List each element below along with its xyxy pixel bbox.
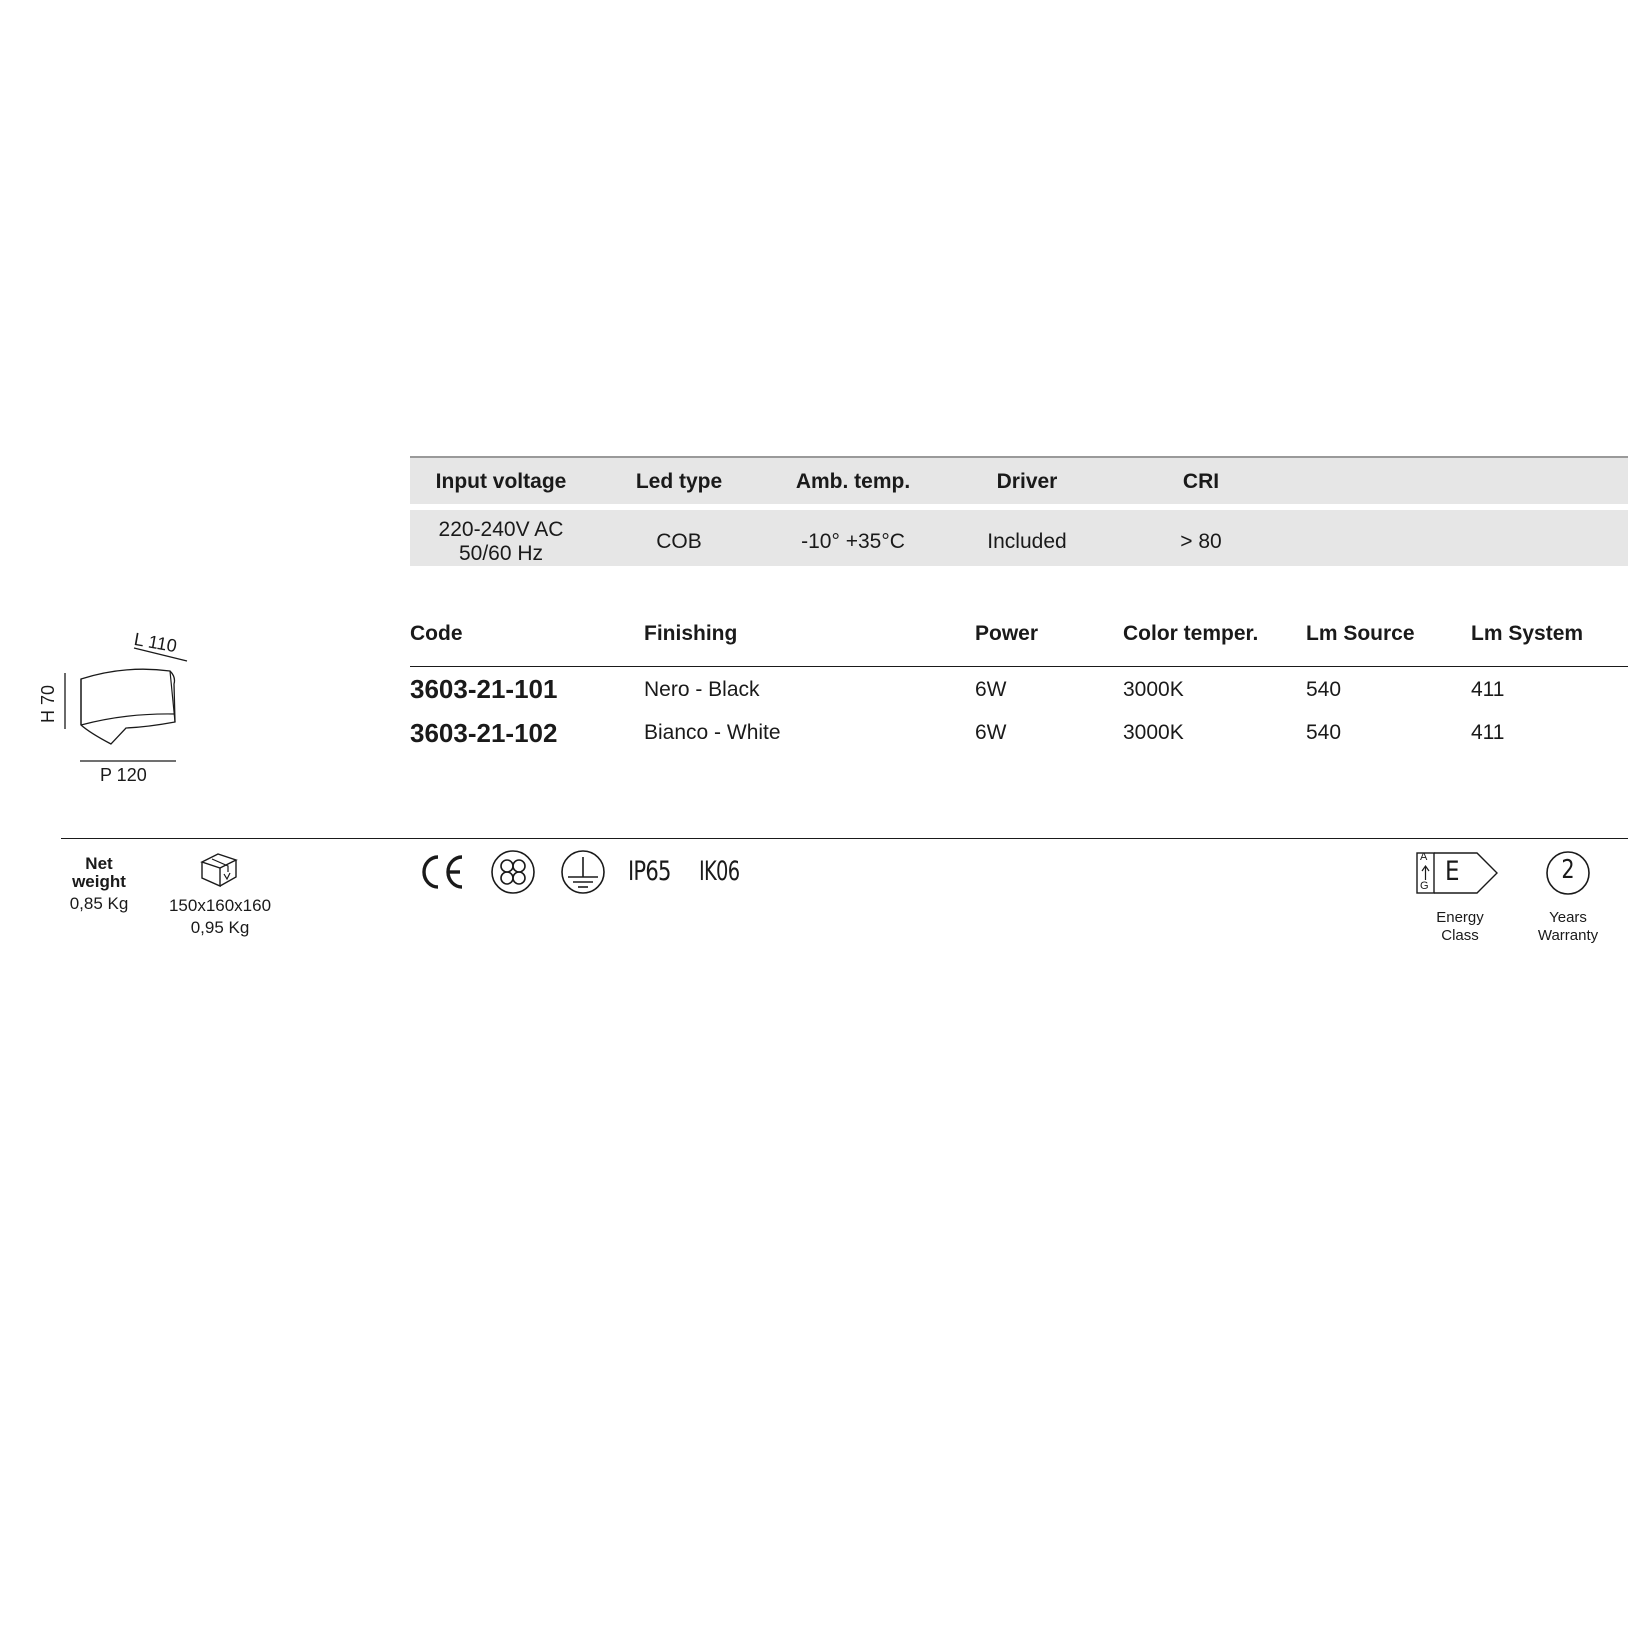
spec-value-voltage-line2: 50/60 Hz bbox=[458, 542, 544, 565]
spec-header-input-voltage: Input voltage bbox=[435, 470, 567, 493]
spec-value-cri: > 80 bbox=[1180, 530, 1222, 553]
energy-scale-top: A bbox=[1420, 851, 1428, 863]
ce-mark-icon bbox=[420, 852, 468, 892]
energy-label-line1: Energy bbox=[1436, 909, 1484, 926]
energy-scale-bottom: G bbox=[1420, 880, 1429, 892]
product-header-lm-source: Lm Source bbox=[1306, 622, 1415, 645]
warranty-label-line2: Warranty bbox=[1537, 927, 1599, 944]
product-finishing: Nero - Black bbox=[644, 678, 760, 701]
product-code: 3603-21-102 bbox=[410, 718, 558, 748]
product-header-color-temp: Color temper. bbox=[1123, 622, 1259, 645]
ip-rating-label: IP65 bbox=[628, 856, 671, 887]
net-weight-label-line1: Net bbox=[85, 854, 113, 873]
dimension-depth-label: P 120 bbox=[100, 765, 147, 785]
product-power: 6W bbox=[975, 678, 1007, 701]
warranty-caption bbox=[1518, 909, 1618, 945]
ik-rating-label: IK06 bbox=[699, 856, 740, 887]
package-size: 150x160x160 bbox=[168, 896, 272, 915]
footer-rule bbox=[61, 838, 1628, 839]
product-header-lm-system: Lm System bbox=[1471, 622, 1584, 645]
product-lm-source: 540 bbox=[1306, 721, 1342, 744]
class-ii-icon bbox=[490, 849, 536, 895]
warranty-years-value: 2 bbox=[1561, 855, 1575, 885]
energy-class-caption bbox=[1410, 909, 1510, 945]
dimension-length-label: L 110 bbox=[132, 629, 179, 657]
warranty-label-line1: Years bbox=[1549, 909, 1587, 926]
spec-value-amb-temp: -10° +35°C bbox=[801, 530, 905, 553]
product-color-temp: 3000K bbox=[1123, 678, 1184, 701]
net-weight-label-line2: weight bbox=[72, 872, 126, 891]
spec-header-row bbox=[410, 458, 1628, 504]
spec-value-input-voltage bbox=[411, 518, 591, 566]
spec-value-led-type: COB bbox=[656, 530, 702, 553]
package-weight: 0,95 Kg bbox=[190, 918, 250, 937]
product-header-power: Power bbox=[975, 622, 1039, 645]
spec-value-voltage-line1: 220-240V AC bbox=[438, 518, 564, 541]
product-lm-source: 540 bbox=[1306, 678, 1342, 701]
net-weight-value: 0,85 Kg bbox=[69, 894, 129, 913]
dimension-height-label: H 70 bbox=[38, 684, 58, 723]
product-header-rule bbox=[410, 666, 1628, 667]
spec-header-driver: Driver bbox=[996, 470, 1058, 493]
product-color-temp: 3000K bbox=[1123, 721, 1184, 744]
product-code: 3603-21-101 bbox=[410, 674, 558, 704]
spec-header-amb-temp: Amb. temp. bbox=[795, 470, 911, 493]
spec-header-led-type: Led type bbox=[635, 470, 723, 493]
product-power: 6W bbox=[975, 721, 1007, 744]
spec-value-driver: Included bbox=[987, 530, 1067, 553]
product-lm-system: 411 bbox=[1471, 678, 1505, 701]
energy-label-line2: Class bbox=[1441, 927, 1479, 944]
product-finishing: Bianco - White bbox=[644, 721, 781, 744]
package-info bbox=[150, 895, 290, 939]
product-header-finishing: Finishing bbox=[644, 622, 738, 645]
earth-ground-icon bbox=[560, 849, 606, 895]
energy-class-value: E bbox=[1445, 856, 1460, 887]
product-header-code: Code bbox=[410, 622, 463, 645]
package-box-icon bbox=[196, 850, 242, 890]
spec-header-cri: CRI bbox=[1182, 470, 1220, 493]
product-lm-system: 411 bbox=[1471, 721, 1505, 744]
spec-value-row bbox=[410, 510, 1628, 566]
net-weight bbox=[49, 855, 149, 915]
